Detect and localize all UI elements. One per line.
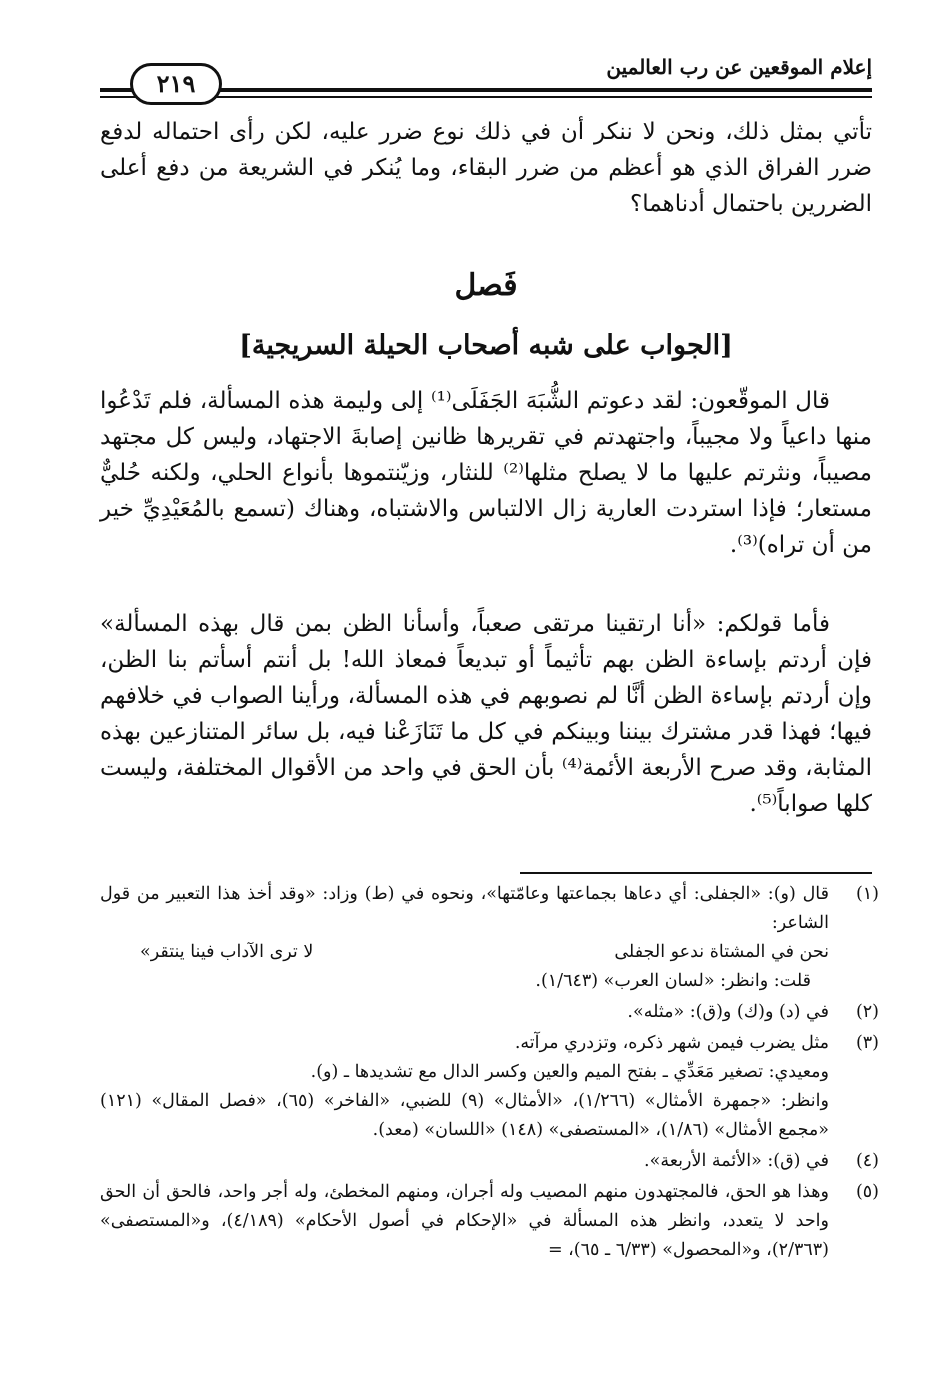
footnote-number: (٤) (855, 1151, 879, 1171)
footnote-body (100, 998, 829, 1027)
footnote-line: قلت: وانظر: «لسان العرب» (١/٦٤٣). (535, 971, 811, 991)
footnote-2 (100, 998, 879, 1027)
footnote-body (100, 1147, 829, 1176)
footnote-line: وهذا هو الحق، فالمجتهدون منهم المصيب وله أجران، ومنهم المخطئ، وله أجر واحد، فالحق أن الحق واحد لا يتعدد، وانظر هذه المسألة في «الإحكام في أصول الأحكام» (٤/١٨٩)، و«المستصفى» (٢/٣٦٣)، و«المحصول» (٦/٣٣ ـ ٦٥)، = (100, 1182, 829, 1260)
intro-paragraph: تأتي بمثل ذلك، ونحن لا ننكر أن في ذلك نوع ضرر عليه، لكن رأى احتماله لدفع ضرر الفراق الذي هو أعظم من ضرر البقاء، وما يُنكر في الشريعة من دفع أعلى الضررين باحتمال أدناهما؟ (100, 119, 872, 217)
footnote-body (100, 880, 829, 996)
footnote-number: (١) (855, 884, 879, 904)
footnote-line: وانظر: «جمهرة الأمثال» (١/٢٦٦)، «الأمثال» (٩) للضبي، «الفاخر» (٦٥)، «فصل المقال» (١٢١) «مجمع الأمثال» (١/٨٦)، «المستصفى» (١٤٨) «اللسان» (معد). (100, 1091, 829, 1140)
footnote-3 (100, 1029, 879, 1145)
section-subheading: [الجواب على شبه أصحاب الحيلة السريجية] (239, 330, 733, 361)
paragraph-1: قال الموقّعون: لقد دعوتم الشُّبَهَ الجَفَلَى⁽¹⁾ إلى وليمة هذه المسألة، فلم تَدْعُوا منها داعياً ولا مجيباً، واجتهدتم في تقريرها ظانين إصابةَ الاجتهاد، وليس كل مجتهد مصيباً، ونثرتم عليها ما لا يصلح مثلها⁽²⁾ للنثار، وزيّنتموها بأنواع الحلي، ولكنه حُليٌّ مستعار؛ فإذا استردت العارية زال الالتباس والاشتباه، وهناك (تسمع بالمُعَيْدِيِّ خير من أن تراه)⁽³⁾. (100, 388, 872, 558)
footnote-line: ومعيدي: تصغير مَعَدِّي ـ بفتح الميم والعين وكسر الدال مع تشديدها ـ (و). (310, 1062, 829, 1082)
footnote-5 (100, 1178, 879, 1265)
running-title: إعلام الموقعين عن رب العالمين (606, 55, 872, 79)
page-number: ٢١٩ (130, 63, 222, 105)
footnote-separator (520, 872, 872, 874)
footnote-number: (٢) (855, 1002, 879, 1022)
verse-first-hemistich: نحن في المشتاة ندعو الجفلى (614, 942, 829, 962)
footnote-body (100, 1178, 829, 1265)
footnote-4 (100, 1147, 879, 1176)
footnote-1 (100, 880, 879, 996)
footnote-number: (٣) (855, 1033, 879, 1053)
footnote-line: مثل يضرب فيمن شهر ذكره، وتزدري مرآته. (514, 1033, 829, 1053)
footnote-line: قال (و): «الجفلى: أي دعاها بجماعتها وعامّتها»، ونحوه في (ط) وزاد: «وقد أخذ هذا التعبير من قول الشاعر: (100, 884, 829, 933)
paragraph-2: فأما قولكم: «أنا ارتقينا مرتقى صعباً، وأسأنا الظن بمن قال بهذه المسألة» فإن أردتم بإساءة الظن بهم تأثيماً أو تبديعاً فمعاذ الله! بل أنتم أسأتم بنا الظن، وإن أردتم بإساءة الظن أنَّا لم نصوبهم في هذه المسألة، ورأينا الصواب في خلافهم فيها؛ فهذا قدر مشترك بيننا وبينكم في كل ما تَنَازَعْنا فيه، بل سائر المتنازعين بهذه المثابة، وقد صرح الأربعة الأئمة⁽⁴⁾ بأن الحق في واحد من الأقوال المختلفة، وليست كلها صواباً⁽⁵⁾. (100, 611, 872, 817)
footnote-body (100, 1029, 829, 1145)
footnotes (100, 880, 879, 1267)
footnote-verse (100, 938, 829, 967)
section-heading: فَصل (454, 268, 518, 303)
footnote-number: (٥) (855, 1182, 879, 1202)
footnote-line: في (د) و(ك) و(ق): «مثله». (627, 1002, 829, 1022)
footnote-line: في (ق): «الأئمة الأربعة». (644, 1151, 829, 1171)
verse-second-hemistich: لا ترى الآداب فينا ينتقر» (140, 942, 314, 962)
